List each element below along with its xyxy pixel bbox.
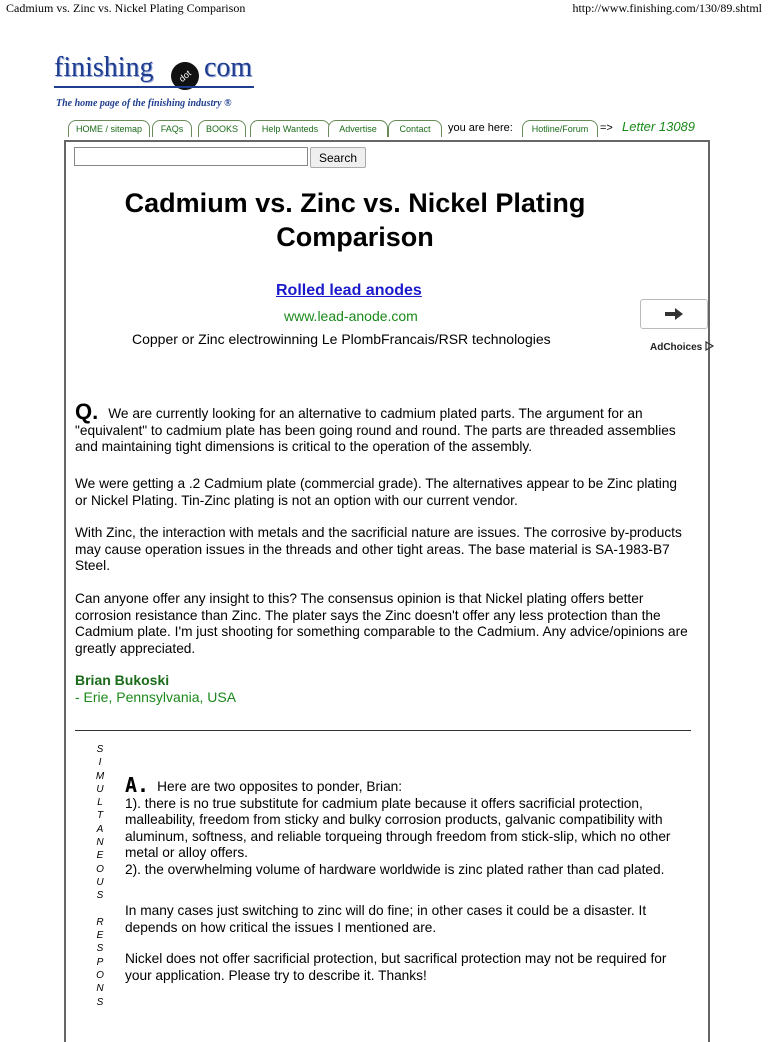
- sim-letter: I: [98, 757, 102, 769]
- tab-help-wanteds[interactable]: Help Wanteds: [250, 120, 330, 137]
- print-header: [0, 0, 768, 18]
- logo-underline: [54, 86, 254, 88]
- answer-paragraph-3: Nickel does not offer sacrificial protection, but sacrifical protection may not be required for your application. Please try to describe it. Thanks!: [125, 951, 667, 983]
- author-name: Brian Bukoski: [75, 672, 170, 688]
- answer-point-1: 1). there is no true substitute for cadmium plate because it offers sacrificial protection, malleability, freedom from sticky and bulky corrosion products, galvanic compatibility with aluminum, softness, and reliable torqueing through freedom from stick-slip, which no other metal or alloy offers.: [125, 795, 671, 860]
- page-title: Cadmium vs. Zinc vs. Nickel Plating Comparison: [124, 188, 586, 252]
- answer-marker: A.: [125, 773, 150, 797]
- tab-books[interactable]: BOOKS: [198, 120, 246, 137]
- answer-block-1: [125, 773, 691, 878]
- question-paragraph-3: With Zinc, the interaction with metals and the sacrificial nature are issues. The corrosive by-products may cause operation issues in the threads and other tight areas. The base material is SA-1983-B7 Steel.: [75, 525, 682, 573]
- sim-letter: E: [96, 850, 104, 862]
- tab-advertise[interactable]: Advertise: [328, 120, 388, 137]
- answer-point-2: 2). the overwhelming volume of hardware worldwide is zinc plated rather than cad plated.: [125, 861, 665, 877]
- sim-letter: T: [96, 810, 104, 822]
- divider: [75, 730, 691, 731]
- adchoices-text: AdChoices: [650, 342, 703, 353]
- sim-letter: N: [96, 983, 104, 995]
- sim-letter: S: [96, 943, 104, 955]
- tab-contact[interactable]: Contact: [388, 120, 442, 137]
- search-input[interactable]: [74, 147, 308, 166]
- question-paragraph-4: Can anyone offer any insight to this? The consensus opinion is that Nickel plating offers better corrosion resistance than Zinc. The plater says the Zinc doesn't offer any less protection than the Cadmium plate. I'm just shooting for something comparable to the Cadmium. Any advice/opinions are greatly appreciated.: [75, 591, 688, 656]
- sim-letter: S: [96, 890, 104, 902]
- sim-letter-gap: [93, 903, 107, 916]
- sim-letter: O: [96, 863, 104, 875]
- adchoices-label[interactable]: [650, 341, 714, 353]
- nav-tabs: [68, 120, 768, 138]
- answer-paragraph-2: In many cases just switching to zinc will do fine; in other cases it could be a disaster. It depends on how critical the issues I mentioned are.: [125, 903, 647, 935]
- question-marker: Q.: [75, 399, 99, 424]
- site-logo[interactable]: [54, 52, 264, 92]
- sim-letter: E: [96, 930, 104, 942]
- print-url: http://www.finishing.com/130/89.shtml: [572, 1, 762, 15]
- logo-word-com: com: [204, 52, 253, 83]
- sim-letter: L: [97, 797, 103, 809]
- question-text-1: We are currently looking for an alternative to cadmium plated parts. The argument for an "equivalent" to cadmium plate has been going round and round. The parts are threaded assemblies and maintaining tight dimensions is critical to the operation of the assembly.: [75, 406, 676, 454]
- logo-word-finishing: finishing: [54, 52, 154, 83]
- sim-letter: S: [96, 744, 104, 755]
- ad-description: Copper or Zinc electrowinning Le PlombFrancais/RSR technologies: [132, 331, 551, 347]
- tab-faqs[interactable]: FAQs: [152, 120, 192, 137]
- sim-letter: U: [96, 876, 104, 888]
- question-paragraph-2: We were getting a .2 Cadmium plate (commercial grade). The alternatives appear to be Zinc plating or Nickel Plating. Tin-Zinc plating is not an option with our current vendor.: [75, 476, 678, 508]
- question-paragraph-1: [75, 399, 691, 456]
- sim-letter: S: [96, 996, 104, 1008]
- letter-number: Letter 13089: [622, 119, 696, 134]
- adchoices-triangle-icon: [705, 341, 714, 351]
- sim-letter: U: [96, 783, 104, 795]
- ad-arrow-button[interactable]: [640, 299, 708, 329]
- simultaneous-responses-label: [93, 743, 107, 1009]
- breadcrumb-arrow: =>: [600, 122, 613, 134]
- site-tagline: The home page of the finishing industry ®: [56, 98, 232, 109]
- arrow-right-icon: [665, 308, 683, 320]
- tab-hotline-forum[interactable]: Hotline/Forum: [522, 120, 598, 137]
- sim-letter: A: [96, 823, 104, 835]
- answer-intro: Here are two opposites to ponder, Brian:: [157, 779, 403, 794]
- author-location: - Erie, Pennsylvania, USA: [75, 689, 237, 705]
- sim-letter: R: [96, 916, 104, 928]
- ad-link[interactable]: Rolled lead anodes: [276, 282, 422, 299]
- sim-letter: P: [96, 956, 104, 968]
- sim-letter: N: [96, 837, 104, 849]
- you-are-here-label: you are here:: [448, 122, 513, 134]
- logo-dot-badge: dot: [165, 56, 204, 95]
- tab-home-sitemap[interactable]: HOME / sitemap: [68, 120, 150, 137]
- print-title: Cadmium vs. Zinc vs. Nickel Plating Comparison: [6, 1, 246, 15]
- search-button[interactable]: Search: [310, 147, 366, 168]
- sim-letter: O: [96, 970, 104, 982]
- ad-url[interactable]: www.lead-anode.com: [284, 308, 418, 324]
- sim-letter: M: [95, 770, 105, 782]
